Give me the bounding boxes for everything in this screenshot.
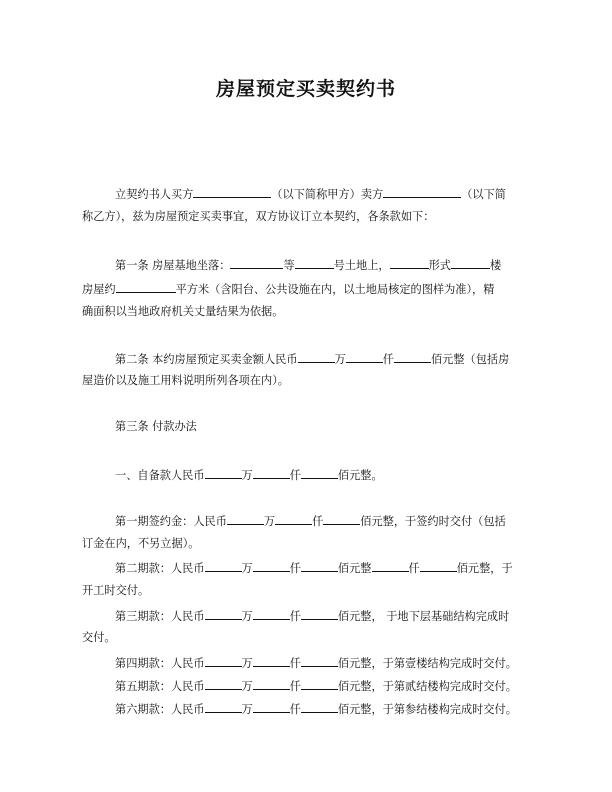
- text: 立契约书人买方: [115, 188, 194, 201]
- payment-4-line: [82, 655, 561, 671]
- text: 等: [283, 259, 295, 272]
- text: 万: [334, 353, 346, 366]
- bai-blank[interactable]: [301, 678, 338, 690]
- text: 仟: [382, 353, 394, 366]
- text: 第一条 房屋基地坐落：: [115, 259, 231, 272]
- text: 第二条 本约房屋预定买卖金额人民币: [115, 353, 298, 366]
- text: 第三期款：人民币: [115, 610, 205, 623]
- bai-blank-2[interactable]: [420, 560, 457, 572]
- qian-blank[interactable]: [253, 560, 290, 572]
- text: 佰元整: [337, 562, 372, 575]
- text: 第一期签约金：人民币: [115, 515, 227, 528]
- text: 仟: [408, 562, 420, 575]
- wan-blank[interactable]: [205, 560, 242, 572]
- wan-blank[interactable]: [227, 513, 264, 525]
- text: 佰元整，于签约时交付（包括: [360, 515, 506, 528]
- text: 仟: [289, 469, 301, 482]
- payment-1-line-2: 订金在内，不另立据）。: [82, 537, 200, 550]
- text: 第五期款：人民币: [115, 680, 205, 693]
- payment-3-line-1: [82, 608, 561, 624]
- text: 万: [263, 515, 276, 528]
- text: 万: [241, 680, 253, 693]
- bai-blank[interactable]: [301, 701, 338, 713]
- qian-blank[interactable]: [253, 678, 290, 690]
- bai-blank[interactable]: [301, 467, 338, 479]
- qian-blank[interactable]: [253, 701, 290, 713]
- bai-blank[interactable]: [301, 608, 338, 620]
- payment-6-line: [82, 701, 561, 717]
- text: 万: [241, 657, 253, 670]
- text: 房屋约: [82, 283, 116, 296]
- text: 万: [241, 703, 253, 716]
- text: 号土地上，: [333, 259, 390, 272]
- seller-blank[interactable]: [383, 186, 461, 198]
- text: 万: [241, 610, 253, 623]
- article-2-line-1: [82, 351, 561, 367]
- text: 万: [241, 469, 253, 482]
- text: 佰元整，于第参结楼构完成时交付。: [337, 703, 517, 716]
- text: 第六期款：人民币: [115, 703, 205, 716]
- self-funding-line: [82, 467, 561, 483]
- text: 第二期款：人民币: [115, 562, 205, 575]
- article-2-line-2: 屋造价以及施工用料说明所列各项在内）。: [82, 374, 289, 387]
- preamble-line-2: 称乙方），兹为房屋预定买卖事宜，双方协议订立本契约，各条款如下：: [82, 210, 435, 223]
- qian-blank-2[interactable]: [372, 560, 409, 572]
- document-title: 房屋预定买卖契约书: [215, 78, 396, 100]
- payment-1-line-1: [82, 513, 561, 529]
- wan-blank[interactable]: [205, 608, 242, 620]
- qian-blank[interactable]: [275, 513, 312, 525]
- amount-wan-blank[interactable]: [298, 351, 335, 363]
- article-1-line-2: [82, 281, 528, 297]
- text: 第四期款：人民币: [115, 657, 205, 670]
- wan-blank[interactable]: [205, 701, 242, 713]
- text: 楼: [489, 259, 502, 272]
- amount-bai-blank[interactable]: [394, 351, 431, 363]
- text: 佰元整。: [337, 469, 383, 482]
- text: （以下简称甲方）卖方: [271, 188, 384, 201]
- floor-blank[interactable]: [451, 257, 490, 269]
- bai-blank[interactable]: [301, 560, 338, 572]
- text: 仟: [312, 515, 324, 528]
- article-3-title: 第三条 付款办法: [115, 420, 197, 433]
- text: 形式: [428, 259, 451, 272]
- payment-3-line-2: 交付。: [82, 631, 116, 644]
- text: 佰元整，于第壹楼结构完成时交付。: [337, 657, 517, 670]
- text: 万: [241, 562, 253, 575]
- wan-blank[interactable]: [205, 467, 242, 479]
- text: 仟: [289, 610, 301, 623]
- buyer-blank[interactable]: [193, 186, 271, 198]
- qian-blank[interactable]: [253, 608, 290, 620]
- amount-qian-blank[interactable]: [346, 351, 383, 363]
- qian-blank[interactable]: [253, 655, 290, 667]
- text: 佰元整，于第贰结楼构完成时交付。: [337, 680, 517, 693]
- text: 仟: [289, 703, 301, 716]
- area-blank[interactable]: [116, 281, 176, 293]
- article-1-line-1: [82, 257, 561, 273]
- payment-5-line: [82, 678, 561, 694]
- bai-blank[interactable]: [301, 655, 338, 667]
- preamble-line-1: [82, 186, 561, 202]
- text: 仟: [289, 680, 301, 693]
- payment-2-line-1: [82, 560, 561, 576]
- bai-blank[interactable]: [323, 513, 360, 525]
- payment-2-line-2: 开工时交付。: [82, 584, 150, 597]
- text: 平方米（含阳台、公共设施在内，以土地局核定的图样为准），精: [175, 283, 495, 296]
- lot-blank[interactable]: [390, 257, 429, 269]
- qian-blank[interactable]: [253, 467, 290, 479]
- wan-blank[interactable]: [205, 678, 242, 690]
- text: （以下简: [461, 188, 506, 201]
- location-blank[interactable]: [230, 257, 283, 269]
- grade-blank[interactable]: [295, 257, 334, 269]
- article-1-line-3: 确面积以当地政府机关丈量结果为依据。: [82, 305, 284, 318]
- text: 佰元整， 于地下层基础结构完成时: [337, 610, 510, 623]
- text: 仟: [289, 657, 301, 670]
- text: 仟: [289, 562, 301, 575]
- text: 佰元整，于: [456, 562, 513, 575]
- wan-blank[interactable]: [205, 655, 242, 667]
- text: 一、自备款人民币: [115, 469, 205, 482]
- text: 佰元整（包括房: [430, 353, 510, 366]
